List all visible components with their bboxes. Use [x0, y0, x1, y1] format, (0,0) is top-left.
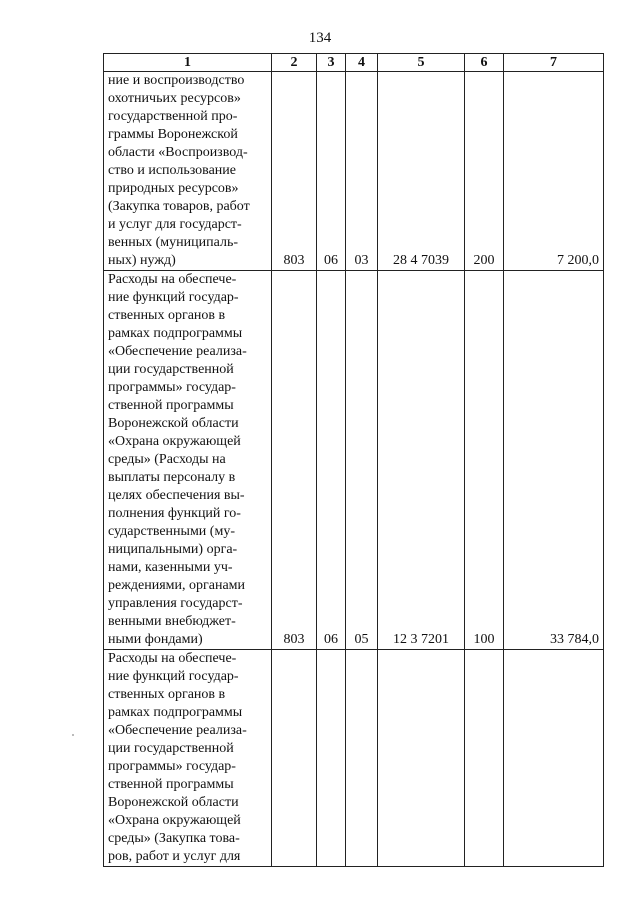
- description-line: «Охрана окружающей: [108, 813, 241, 828]
- description-line: граммы Воронежской: [108, 127, 238, 142]
- description-line: ниципальными) орга-: [108, 542, 238, 557]
- section-code-cell: 06: [317, 271, 346, 650]
- description-line: рамках подпрограммы: [108, 326, 243, 341]
- description-line: нами, казенными уч-: [108, 560, 233, 575]
- target-item-cell: [378, 650, 465, 867]
- description-line: «Обеспечение реализа-: [108, 723, 247, 738]
- expense-description-cell: [104, 72, 272, 271]
- amount-cell: [504, 650, 604, 867]
- ministry-code-cell: 803: [272, 271, 317, 650]
- target-item-cell: 12 3 7201: [378, 271, 465, 650]
- description-line: государственной про-: [108, 109, 238, 124]
- description-line: управления государст-: [108, 596, 243, 611]
- description-line: ние и воспроизводство: [108, 73, 245, 88]
- description-line: ции государственной: [108, 741, 234, 756]
- description-line: охотничьих ресурсов»: [108, 91, 241, 106]
- description-line: ние функций государ-: [108, 669, 239, 684]
- description-line: ными фондами): [108, 632, 203, 647]
- description-line: целях обеспечения вы-: [108, 488, 245, 503]
- description-line: ственных органов в: [108, 308, 226, 323]
- description-line: Воронежской области: [108, 795, 239, 810]
- column-header-7: 7: [504, 54, 604, 72]
- description-line: среды» (Расходы на: [108, 452, 226, 467]
- description-line: ных) нужд): [108, 253, 176, 268]
- expense-description-cell: [104, 271, 272, 650]
- subsection-code-cell: 03: [346, 72, 378, 271]
- amount-cell: 7 200,0: [504, 72, 604, 271]
- target-item-cell: 28 4 7039: [378, 72, 465, 271]
- subsection-code-cell: 05: [346, 271, 378, 650]
- description-line: и услуг для государст-: [108, 217, 242, 232]
- description-line: ственных органов в: [108, 687, 226, 702]
- description-line: Воронежской области: [108, 416, 239, 431]
- description-line: ров, работ и услуг для: [108, 849, 241, 864]
- column-header-5: 5: [378, 54, 465, 72]
- description-line: рамках подпрограммы: [108, 705, 243, 720]
- section-code-cell: 06: [317, 72, 346, 271]
- table-row: [104, 271, 604, 650]
- table-row: [104, 650, 604, 867]
- expense-type-cell: 100: [465, 271, 504, 650]
- description-line: ции государственной: [108, 362, 234, 377]
- section-code-cell: [317, 650, 346, 867]
- column-header-6: 6: [465, 54, 504, 72]
- ministry-code-cell: [272, 650, 317, 867]
- description-line: ственной программы: [108, 777, 234, 792]
- description-line: ние функций государ-: [108, 290, 239, 305]
- description-line: природных ресурсов»: [108, 181, 239, 196]
- description-line: выплаты персоналу в: [108, 470, 236, 485]
- table-row: [104, 72, 604, 271]
- description-line: полнения функций го-: [108, 506, 241, 521]
- description-line: ство и использование: [108, 163, 237, 178]
- subsection-code-cell: [346, 650, 378, 867]
- column-header-1: 1: [104, 54, 272, 72]
- scan-speck: [72, 734, 74, 736]
- ministry-code-cell: 803: [272, 72, 317, 271]
- expense-type-cell: 200: [465, 72, 504, 271]
- description-line: сударственными (му-: [108, 524, 235, 539]
- description-line: венных (муниципаль-: [108, 235, 238, 250]
- description-line: Расходы на обеспече-: [108, 272, 237, 287]
- expense-type-cell: [465, 650, 504, 867]
- description-line: ственной программы: [108, 398, 234, 413]
- amount-cell: 33 784,0: [504, 271, 604, 650]
- description-line: реждениями, органами: [108, 578, 246, 593]
- description-line: программы» государ-: [108, 380, 236, 395]
- budget-table: [103, 53, 604, 867]
- description-line: области «Воспроизвод-: [108, 145, 248, 160]
- description-line: «Охрана окружающей: [108, 434, 241, 449]
- column-header-2: 2: [272, 54, 317, 72]
- column-header-4: 4: [346, 54, 378, 72]
- expense-description-cell: [104, 650, 272, 867]
- description-line: среды» (Закупка това-: [108, 831, 240, 846]
- description-line: (Закупка товаров, работ: [108, 199, 250, 214]
- table-body: [104, 72, 604, 867]
- column-header-3: 3: [317, 54, 346, 72]
- description-line: «Обеспечение реализа-: [108, 344, 247, 359]
- page-number: 134: [308, 30, 332, 46]
- table-header-row: [104, 54, 604, 72]
- description-line: венными внебюджет-: [108, 614, 236, 629]
- description-line: Расходы на обеспече-: [108, 651, 237, 666]
- description-line: программы» государ-: [108, 759, 236, 774]
